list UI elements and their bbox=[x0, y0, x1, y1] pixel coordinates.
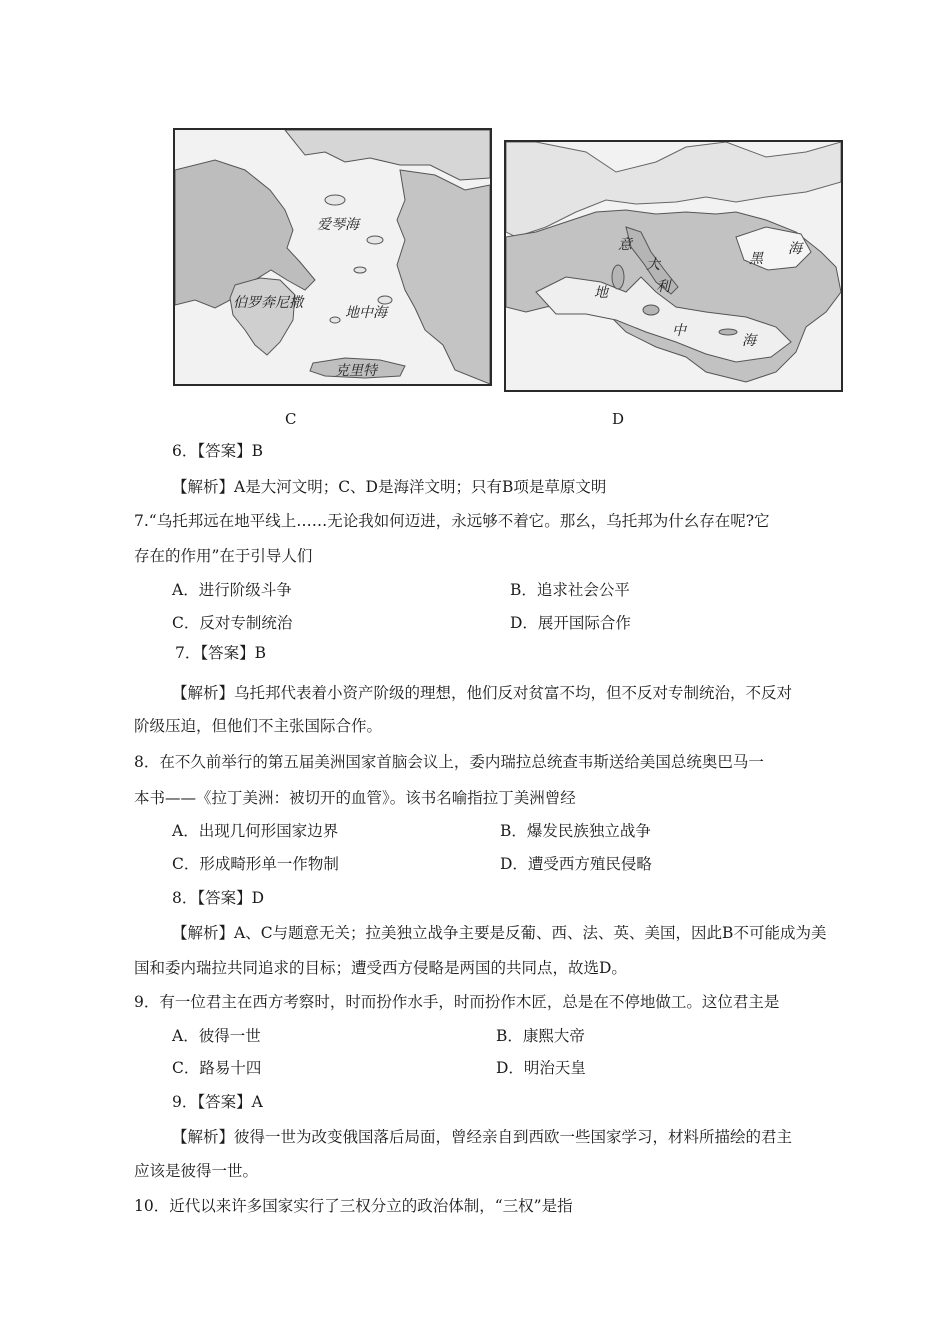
q7-stem-1: 7.“乌托邦远在地平线上……无论我如何迈进，永远够不着它。那幺，乌托邦为什幺存在呢?它 bbox=[134, 512, 770, 530]
map-label-med-3: 海 bbox=[742, 333, 756, 349]
map-d-graphic bbox=[506, 142, 841, 390]
q7-analysis-1: 【解析】乌托邦代表着小资产阶级的理想，他们反对贫富不均，但不反对专制统治，不反对 bbox=[172, 684, 793, 702]
q8-answer: 8．【答案】D bbox=[172, 889, 265, 907]
map-d bbox=[504, 140, 843, 392]
q7-stem-2: 存在的作用”在于引导人们 bbox=[134, 547, 313, 565]
q8-option-b: B．爆发民族独立战争 bbox=[500, 822, 651, 840]
map-label-crete: 克里特 bbox=[335, 363, 377, 379]
q9-option-d: D．明治天皇 bbox=[496, 1059, 586, 1077]
q9-option-b: B．康熙大帝 bbox=[496, 1027, 585, 1045]
map-label-italy-3: 利 bbox=[656, 279, 670, 295]
map-label-mediterranean: 地中海 bbox=[345, 305, 387, 321]
map-c-caption: C bbox=[285, 410, 297, 428]
map-d-caption: D bbox=[612, 410, 625, 428]
map-label-peloponnese: 伯罗奔尼撒 bbox=[233, 295, 303, 311]
q6-answer: 6．【答案】B bbox=[172, 442, 264, 460]
q7-answer: 7．【答案】B bbox=[175, 644, 267, 662]
map-label-black-sea-1: 黑 bbox=[749, 251, 763, 267]
q9-option-a: A．彼得一世 bbox=[172, 1027, 261, 1045]
q8-option-a: A．出现几何形国家边界 bbox=[172, 822, 339, 840]
q8-analysis-2: 国和委内瑞拉共同追求的目标；遭受西方侵略是两国的共同点，故选D。 bbox=[134, 959, 627, 977]
q7-option-d: D．展开国际合作 bbox=[510, 614, 631, 632]
map-c-graphic bbox=[175, 130, 490, 384]
q9-analysis-1: 【解析】彼得一世为改变俄国落后局面，曾经亲自到西欧一些国家学习，材料所描绘的君主 bbox=[172, 1128, 793, 1146]
map-label-black-sea-2: 海 bbox=[788, 241, 802, 257]
q8-stem-1: 8．在不久前举行的第五届美洲国家首脑会议上，委内瑞拉总统查韦斯送给美国总统奥巴马一 bbox=[134, 753, 764, 771]
q8-stem-2: 本书——《拉丁美洲：被切开的血管》。该书名喻指拉丁美洲曾经 bbox=[134, 789, 576, 807]
q7-option-b: B．追求社会公平 bbox=[510, 581, 630, 599]
q9-analysis-2: 应该是彼得一世。 bbox=[134, 1162, 259, 1180]
q9-answer: 9．【答案】A bbox=[172, 1093, 263, 1111]
q10-stem: 10．近代以来许多国家实行了三权分立的政治体制，“三权”是指 bbox=[134, 1197, 573, 1215]
map-c bbox=[173, 128, 492, 386]
q8-option-d: D．遭受西方殖民侵略 bbox=[500, 855, 652, 873]
map-label-med-1: 地 bbox=[594, 285, 608, 301]
q7-option-a: A．进行阶级斗争 bbox=[172, 581, 292, 599]
q7-option-c: C．反对专制统治 bbox=[172, 614, 293, 632]
q6-analysis: 【解析】A是大河文明；C、D是海洋文明；只有B项是草原文明 bbox=[172, 478, 607, 496]
map-label-italy-2: 大 bbox=[646, 257, 660, 273]
map-label-aegean: 爱琴海 bbox=[317, 217, 359, 233]
q8-analysis-1: 【解析】A、C与题意无关；拉美独立战争主要是反葡、西、法、英、美国，因此B不可能成为美 bbox=[172, 924, 827, 942]
q8-option-c: C．形成畸形单一作物制 bbox=[172, 855, 339, 873]
q9-option-c: C．路易十四 bbox=[172, 1059, 262, 1077]
q9-stem: 9．有一位君主在西方考察时，时而扮作水手，时而扮作木匠，总是在不停地做工。这位君主是 bbox=[134, 993, 780, 1011]
map-label-med-2: 中 bbox=[672, 323, 686, 339]
q7-analysis-2: 阶级压迫，但他们不主张国际合作。 bbox=[134, 717, 383, 735]
map-label-italy-1: 意 bbox=[618, 237, 632, 253]
